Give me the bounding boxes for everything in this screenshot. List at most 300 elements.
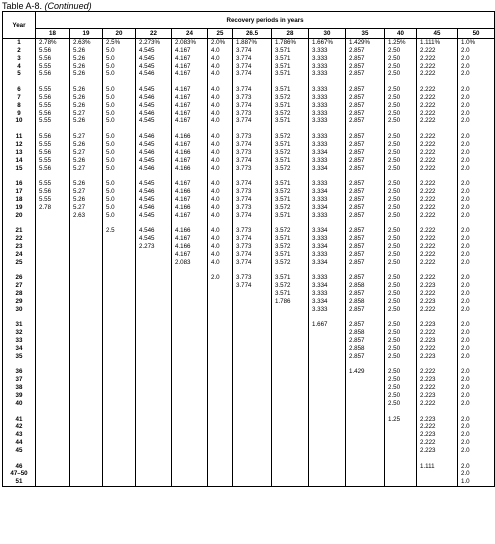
rate-cell: 1.0 [458, 478, 495, 486]
rate-cell: 2.50 [385, 235, 417, 243]
rate-cell [458, 314, 495, 322]
rate-cell: 2.5% [103, 39, 136, 47]
rate-cell [385, 314, 417, 322]
rate-cell [36, 392, 70, 400]
rate-cell: 2.50 [385, 157, 417, 165]
rate-cell [385, 78, 417, 86]
rate-cell [172, 384, 208, 392]
rate-cell: 2.50 [385, 259, 417, 267]
rate-cell [70, 368, 103, 376]
rate-cell [309, 478, 346, 486]
rate-cell: 2.857 [346, 149, 385, 157]
year-cell: 24 [3, 251, 36, 259]
rate-cell [70, 235, 103, 243]
rate-cell [272, 455, 309, 463]
rate-cell [346, 125, 385, 133]
rate-cell: 2.858 [346, 345, 385, 353]
rate-cell: 2.0 [458, 368, 495, 376]
spacer-row [3, 455, 495, 463]
rate-cell [346, 376, 385, 384]
spacer-row [3, 219, 495, 227]
rate-cell [70, 314, 103, 322]
year-cell [3, 361, 36, 369]
rate-cell: 4.167 [172, 180, 208, 188]
rate-cell [172, 447, 208, 455]
rate-cell [70, 337, 103, 345]
rate-cell [70, 416, 103, 424]
rate-cell: 2.857 [346, 196, 385, 204]
rate-cell [272, 447, 309, 455]
rate-cell [136, 408, 172, 416]
rate-cell [36, 400, 70, 408]
rate-cell [208, 470, 233, 478]
rate-cell [36, 314, 70, 322]
rate-cell: 2.222 [417, 47, 458, 55]
rate-cell: 2.0 [458, 376, 495, 384]
rate-cell [309, 78, 346, 86]
rate-cell [103, 431, 136, 439]
rate-cell [208, 423, 233, 431]
rate-cell [36, 266, 70, 274]
rate-cell [103, 400, 136, 408]
rate-cell: 2.0 [458, 463, 495, 471]
year-cell [3, 172, 36, 180]
rate-cell: 3.774 [233, 282, 272, 290]
rate-cell: 4.545 [136, 86, 172, 94]
rate-cell: 3.773 [233, 188, 272, 196]
rate-cell [272, 423, 309, 431]
rate-cell: 2.0 [458, 227, 495, 235]
rate-cell [172, 423, 208, 431]
year-cell: 39 [3, 392, 36, 400]
rate-cell: 5.56 [36, 188, 70, 196]
rate-cell: 2.50 [385, 117, 417, 125]
rate-cell [136, 353, 172, 361]
rate-cell: 2.223 [417, 353, 458, 361]
rate-cell [136, 219, 172, 227]
rate-cell [346, 478, 385, 486]
rate-cell: 3.333 [309, 251, 346, 259]
rate-cell: 4.167 [172, 212, 208, 220]
rate-cell: 2.50 [385, 70, 417, 78]
rate-cell: 4.167 [172, 141, 208, 149]
rate-cell: 2.222 [417, 306, 458, 314]
rate-cell [233, 463, 272, 471]
recovery-periods-header: Recovery periods in years [36, 12, 495, 29]
year-cell: 16 [3, 180, 36, 188]
rate-cell: 5.55 [36, 141, 70, 149]
rate-cell: 3.333 [309, 102, 346, 110]
rate-cell: 2.222 [417, 423, 458, 431]
year-cell: 45 [3, 447, 36, 455]
table-row [3, 282, 495, 290]
rate-cell [172, 306, 208, 314]
rate-cell [309, 329, 346, 337]
rate-cell: 1.25% [385, 39, 417, 47]
rate-cell [385, 470, 417, 478]
rate-cell [172, 368, 208, 376]
rate-cell: 2.0 [458, 259, 495, 267]
year-cell: 9 [3, 110, 36, 118]
rate-cell: 3.333 [309, 141, 346, 149]
period-header-26.5: 26.5 [233, 29, 272, 39]
rate-cell: 5.27 [70, 188, 103, 196]
year-cell: 36 [3, 368, 36, 376]
rate-cell [272, 400, 309, 408]
year-cell [3, 408, 36, 416]
rate-cell: 2.0 [458, 94, 495, 102]
rate-cell [385, 361, 417, 369]
rate-cell: 4.167 [172, 157, 208, 165]
rate-cell [172, 408, 208, 416]
rate-cell: 2.223 [417, 447, 458, 455]
rate-cell: 3.572 [272, 204, 309, 212]
rate-cell [272, 345, 309, 353]
rate-cell [208, 219, 233, 227]
rate-cell [136, 345, 172, 353]
rate-cell: 4.546 [136, 188, 172, 196]
year-cell: 34 [3, 345, 36, 353]
rate-cell [136, 274, 172, 282]
year-cell: 15 [3, 165, 36, 173]
rate-cell: 2.222 [417, 400, 458, 408]
period-header-25: 25 [208, 29, 233, 39]
rate-cell [136, 376, 172, 384]
rate-cell [208, 416, 233, 424]
rate-cell: 3.333 [309, 290, 346, 298]
rate-cell [346, 384, 385, 392]
rate-cell [233, 416, 272, 424]
rate-cell: 3.774 [233, 55, 272, 63]
rate-cell: 5.0 [103, 180, 136, 188]
rate-cell: 1.111 [417, 463, 458, 471]
rate-cell: 2.857 [346, 63, 385, 71]
rate-cell [36, 408, 70, 416]
rate-cell [417, 78, 458, 86]
rate-cell [70, 423, 103, 431]
rate-cell: 5.26 [70, 180, 103, 188]
table-row [3, 290, 495, 298]
rate-cell [36, 470, 70, 478]
rate-cell [346, 423, 385, 431]
year-cell: 4 [3, 63, 36, 71]
rate-cell [103, 345, 136, 353]
rate-cell [136, 400, 172, 408]
rate-cell: 4.166 [172, 133, 208, 141]
rate-cell: 5.26 [70, 47, 103, 55]
rate-cell: 5.55 [36, 102, 70, 110]
rate-cell: 3.571 [272, 141, 309, 149]
rate-cell: 2.50 [385, 321, 417, 329]
rate-cell: 5.27 [70, 133, 103, 141]
rate-cell [136, 329, 172, 337]
rate-cell: 4.167 [172, 63, 208, 71]
rate-cell: 2.0 [458, 55, 495, 63]
rate-cell: 2.222 [417, 235, 458, 243]
rate-cell [233, 298, 272, 306]
table-row [3, 196, 495, 204]
rate-cell [208, 408, 233, 416]
rate-cell [103, 392, 136, 400]
rate-cell [208, 431, 233, 439]
rate-cell: 4.167 [172, 235, 208, 243]
rate-cell: 2.50 [385, 110, 417, 118]
rate-cell [346, 314, 385, 322]
rate-cell [172, 266, 208, 274]
rate-cell [309, 423, 346, 431]
rate-cell [346, 219, 385, 227]
rate-cell: 2.0 [458, 110, 495, 118]
rate-cell: 2.0 [458, 165, 495, 173]
rate-cell [385, 172, 417, 180]
year-cell: 47–50 [3, 470, 36, 478]
rate-cell [36, 337, 70, 345]
year-cell: 25 [3, 259, 36, 267]
rate-cell: 2.222 [417, 274, 458, 282]
rate-cell [136, 290, 172, 298]
year-cell [3, 78, 36, 86]
rate-cell: 2.222 [417, 117, 458, 125]
rate-cell [272, 172, 309, 180]
rate-cell: 2.857 [346, 212, 385, 220]
year-cell: 8 [3, 102, 36, 110]
rate-cell [208, 368, 233, 376]
rate-cell [272, 376, 309, 384]
rate-cell [172, 78, 208, 86]
rate-cell [172, 392, 208, 400]
rate-cell [346, 439, 385, 447]
rate-cell: 2.858 [346, 298, 385, 306]
rate-cell: 5.0 [103, 149, 136, 157]
rate-cell: 2.857 [346, 117, 385, 125]
rate-cell: 5.0 [103, 204, 136, 212]
rate-cell: 2.50 [385, 86, 417, 94]
rate-cell: 2.50 [385, 165, 417, 173]
rate-cell [36, 282, 70, 290]
rate-cell [208, 361, 233, 369]
rate-cell [70, 290, 103, 298]
rate-cell: 2.0 [458, 235, 495, 243]
rate-cell: 2.857 [346, 110, 385, 118]
rate-cell [36, 243, 70, 251]
rate-cell [458, 361, 495, 369]
rate-cell: 2.0 [458, 384, 495, 392]
rate-cell: 2.50 [385, 188, 417, 196]
rate-cell [309, 361, 346, 369]
rate-cell [272, 368, 309, 376]
year-cell: 22 [3, 235, 36, 243]
rate-cell: 2.857 [346, 204, 385, 212]
rate-cell [208, 376, 233, 384]
rate-cell: 2.223 [417, 337, 458, 345]
rate-cell: 5.27 [70, 204, 103, 212]
rate-cell [233, 353, 272, 361]
rate-cell: 2.273% [136, 39, 172, 47]
rate-cell: 3.333 [309, 196, 346, 204]
year-cell: 27 [3, 282, 36, 290]
spacer-row [3, 78, 495, 86]
rate-cell [309, 416, 346, 424]
rate-cell [70, 478, 103, 486]
rate-cell [385, 125, 417, 133]
rate-cell [103, 282, 136, 290]
rate-cell: 2.50 [385, 149, 417, 157]
rate-cell: 3.774 [233, 180, 272, 188]
rate-cell [208, 478, 233, 486]
year-cell: 6 [3, 86, 36, 94]
rate-cell: 3.571 [272, 63, 309, 71]
spacer-row [3, 266, 495, 274]
rate-cell: 4.545 [136, 102, 172, 110]
rate-cell: 2.857 [346, 188, 385, 196]
rate-cell: 3.774 [233, 212, 272, 220]
rate-cell [208, 392, 233, 400]
rate-cell [70, 384, 103, 392]
year-cell: 19 [3, 204, 36, 212]
rate-cell [70, 376, 103, 384]
rate-cell: 5.56 [36, 149, 70, 157]
rate-cell [136, 321, 172, 329]
rate-cell [208, 439, 233, 447]
rate-cell: 5.26 [70, 196, 103, 204]
rate-cell [208, 78, 233, 86]
rate-cell: 5.0 [103, 133, 136, 141]
rate-cell: 3.572 [272, 165, 309, 173]
rate-cell [272, 470, 309, 478]
table-row [3, 431, 495, 439]
rate-cell [172, 219, 208, 227]
rate-cell [36, 125, 70, 133]
rate-cell [233, 376, 272, 384]
rate-cell [272, 431, 309, 439]
rate-cell: 2.0 [458, 63, 495, 71]
rate-cell: 3.334 [309, 282, 346, 290]
rate-cell [272, 361, 309, 369]
rate-cell [417, 408, 458, 416]
rate-cell: 5.0 [103, 212, 136, 220]
rate-cell [103, 408, 136, 416]
rate-cell: 1.887% [233, 39, 272, 47]
year-cell: 33 [3, 337, 36, 345]
rate-cell: 4.545 [136, 47, 172, 55]
year-cell: 14 [3, 157, 36, 165]
rate-cell [385, 439, 417, 447]
rate-cell [385, 478, 417, 486]
rate-cell [385, 219, 417, 227]
year-cell: 13 [3, 149, 36, 157]
rate-cell [36, 321, 70, 329]
rate-cell [103, 298, 136, 306]
rate-cell: 1.429% [346, 39, 385, 47]
period-header-row [3, 29, 495, 39]
year-cell: 46 [3, 463, 36, 471]
rate-cell [233, 447, 272, 455]
rate-cell: 4.545 [136, 196, 172, 204]
rate-cell: 2.222 [417, 212, 458, 220]
rate-cell [103, 306, 136, 314]
year-cell [3, 266, 36, 274]
table-row [3, 400, 495, 408]
rate-cell [172, 274, 208, 282]
rate-cell: 2.223 [417, 376, 458, 384]
rate-cell [103, 384, 136, 392]
table-row [3, 149, 495, 157]
rate-cell: 2.222 [417, 149, 458, 157]
rate-cell: 2.0 [458, 431, 495, 439]
rate-cell: 3.774 [233, 70, 272, 78]
rate-cell: 4.0 [208, 102, 233, 110]
rate-cell: 3.773 [233, 243, 272, 251]
rate-cell: 4.0 [208, 94, 233, 102]
rate-cell: 3.334 [309, 298, 346, 306]
year-cell: 21 [3, 227, 36, 235]
rate-cell: 2.0 [458, 306, 495, 314]
rate-cell: 2.222 [417, 133, 458, 141]
year-cell: 40 [3, 400, 36, 408]
rate-cell: 2.857 [346, 243, 385, 251]
rate-cell [172, 455, 208, 463]
rate-cell [136, 259, 172, 267]
rate-cell [458, 266, 495, 274]
rate-cell: 3.333 [309, 86, 346, 94]
rate-cell [36, 353, 70, 361]
rate-cell [417, 470, 458, 478]
table-row [3, 102, 495, 110]
rate-cell: 3.774 [233, 117, 272, 125]
rate-cell: 5.56 [36, 94, 70, 102]
rate-cell [172, 463, 208, 471]
rate-cell: 2.857 [346, 157, 385, 165]
rate-cell: 2.0 [458, 180, 495, 188]
spacer-row [3, 172, 495, 180]
rate-cell [70, 353, 103, 361]
table-row [3, 70, 495, 78]
rate-cell: 3.572 [272, 110, 309, 118]
rate-cell: 5.26 [70, 63, 103, 71]
rate-cell: 2.0 [458, 251, 495, 259]
rate-cell [233, 345, 272, 353]
rate-cell [103, 321, 136, 329]
rate-cell: 4.546 [136, 227, 172, 235]
rate-cell: 2.0 [458, 102, 495, 110]
rate-cell: 5.55 [36, 86, 70, 94]
rate-cell: 4.167 [172, 102, 208, 110]
rate-cell: 4.545 [136, 212, 172, 220]
rate-cell [309, 439, 346, 447]
rate-cell: 2.857 [346, 306, 385, 314]
rate-cell [103, 274, 136, 282]
rate-cell: 4.0 [208, 70, 233, 78]
table-row [3, 463, 495, 471]
rate-cell [272, 392, 309, 400]
rate-cell: 2.222 [417, 110, 458, 118]
table-title [2, 1, 92, 11]
table-row [3, 329, 495, 337]
rate-cell [103, 259, 136, 267]
rate-cell: 3.572 [272, 243, 309, 251]
rate-cell: 2.857 [346, 321, 385, 329]
rate-cell [233, 439, 272, 447]
rate-cell: 3.571 [272, 86, 309, 94]
rate-cell: 4.0 [208, 86, 233, 94]
rate-cell [346, 463, 385, 471]
rate-cell: 2.0 [208, 274, 233, 282]
rate-cell [208, 298, 233, 306]
table-row [3, 251, 495, 259]
rate-cell [136, 439, 172, 447]
rate-cell [233, 321, 272, 329]
rate-cell: 4.545 [136, 235, 172, 243]
